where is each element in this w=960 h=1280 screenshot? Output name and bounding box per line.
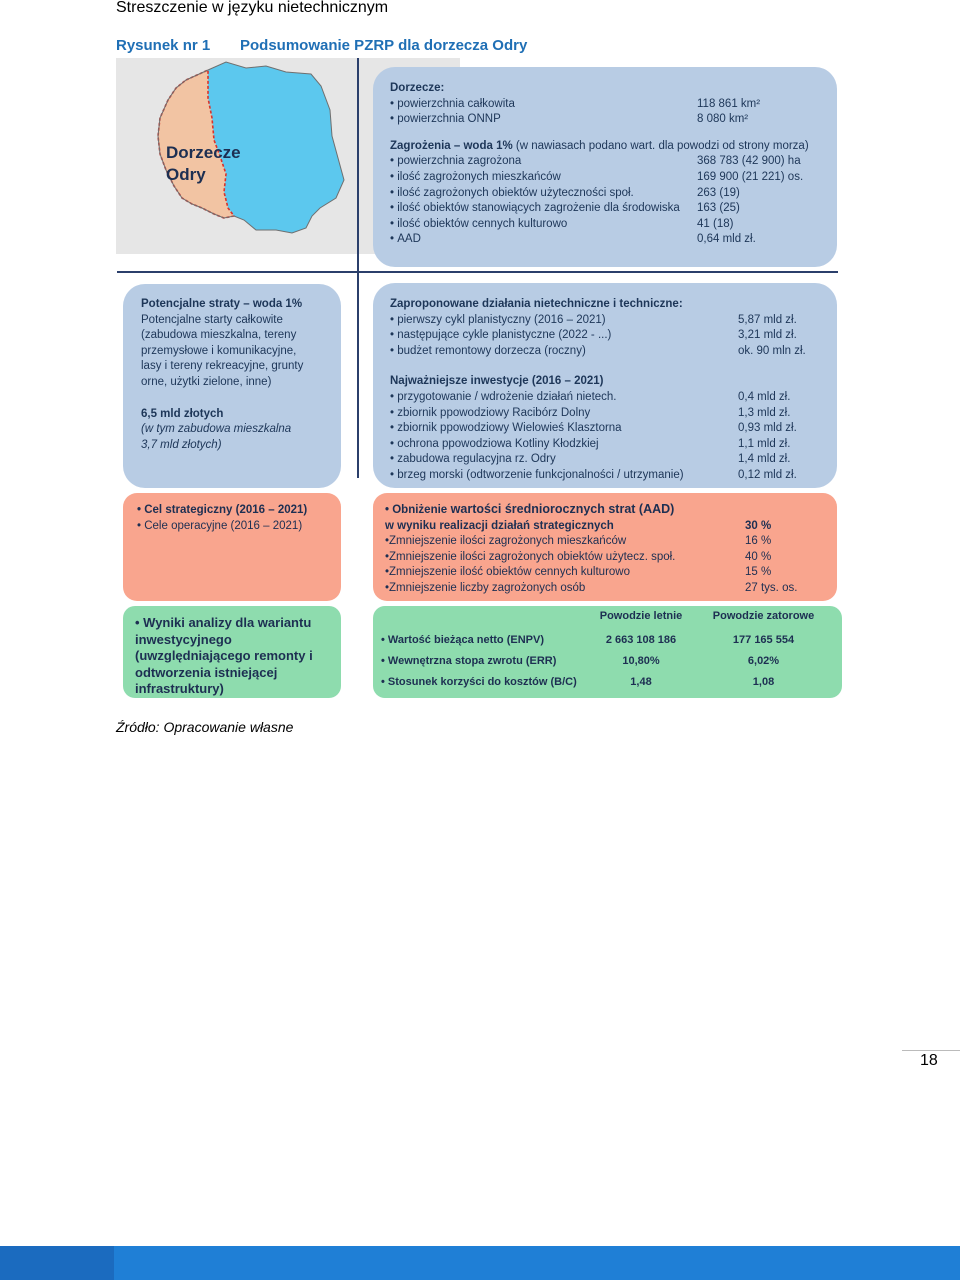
actions-heading: Zaproponowane działania nietechniczne i techniczne:	[390, 298, 683, 310]
page-number-rule	[902, 1050, 960, 1051]
threat-item: • ilość zagrożonych mieszkańców 169 900 (21 221) os.	[390, 170, 821, 186]
analysis-table-header	[381, 610, 834, 634]
reduction-item: •Zmniejszenie liczby zagrożonych osób 27 tys. os.	[385, 581, 798, 594]
investment-item: • brzeg morski (odtworzenie funkcjonalności / utrzymanie) 0,12 mld zł.	[390, 468, 821, 484]
potential-losses-panel	[123, 284, 341, 488]
footer-bar-accent	[0, 1246, 114, 1280]
col-header-summer: Powodzie letnie	[599, 610, 683, 622]
analysis-heading-line: inwestycyjnego	[135, 631, 232, 647]
reduction-item: •Zmniejszenie ilości zagrożonych mieszkańców 16 %	[385, 535, 772, 548]
goals-panel	[123, 493, 341, 601]
col-header-ice: Powodzie zatorowe	[712, 610, 815, 622]
losses-body-line: Potencjalne starty całkowite	[141, 313, 283, 326]
losses-note-line: 3,7 mld złotych)	[141, 438, 222, 451]
reduction-heading: • Obniżenie wartości średniorocznych strat (AAD)	[385, 502, 825, 519]
page-number: 18	[920, 1052, 938, 1069]
investment-item: • ochrona ppowodziowa Kotliny Kłodzkiej 1,1 mld zł.	[390, 437, 821, 453]
basin-heading: Dorzecze:	[390, 82, 445, 94]
figure-source: Źródło: Opracowanie własne	[116, 719, 294, 735]
analysis-heading-line: (uwzględniającego remonty i	[135, 648, 313, 663]
analysis-heading-panel	[123, 606, 341, 698]
losses-body-line: przemysłowe i komunikacyjne,	[141, 344, 297, 357]
operational-goals: • Cele operacyjne (2016 – 2021)	[137, 519, 333, 535]
losses-body-line: (zabudowa mieszkalna, tereny	[141, 329, 297, 342]
investment-item: • zabudowa regulacyjna rz. Odry 1,4 mld zł.	[390, 452, 821, 468]
basin-item: • powierzchnia całkowita 118 861 km²	[390, 97, 821, 113]
losses-body-line: lasy i tereny rekreacyjne, grunty	[141, 360, 304, 373]
threat-item: • ilość obiektów cennych kulturowo 41 (18)	[390, 217, 821, 233]
investment-item: • przygotowanie / wdrożenie działań nietech. 0,4 mld zł.	[390, 390, 821, 406]
analysis-table-row: • Stosunek korzyści do kosztów (B/C) 1,48 1,08	[381, 676, 834, 697]
strategic-goal: • Cel strategiczny (2016 – 2021)	[137, 503, 333, 519]
analysis-heading-line: infrastruktury)	[135, 681, 224, 696]
losses-total: 6,5 mld złotych	[141, 407, 224, 420]
reduction-subheading: w wyniku realizacji działań strategicznych 30 %	[385, 519, 772, 532]
basin-stats-panel	[373, 67, 837, 267]
footer-bar	[0, 1246, 960, 1280]
horizontal-divider	[117, 271, 838, 273]
figure-label: Rysunek nr 1	[116, 37, 211, 54]
analysis-table-row: • Wartość bieżąca netto (ENPV) 2 663 108 186 177 165 554	[381, 634, 834, 655]
reduction-item: •Zmniejszenie ilość obiektów cennych kulturowo 15 %	[385, 566, 772, 579]
investment-item: • zbiornik ppowodziowy Racibórz Dolny 1,3 mld zł.	[390, 406, 821, 422]
threat-item: • ilość obiektów stanowiących zagrożenie dla środowiska 163 (25)	[390, 201, 821, 217]
map-label-line-2: Odry	[166, 165, 206, 184]
vertical-divider	[357, 58, 359, 478]
losses-body-line: orne, użytki zielone, inne)	[141, 375, 272, 388]
figure-title: Podsumowanie PZRP dla dorzecza Odry	[240, 37, 528, 54]
threat-item: • AAD 0,64 mld zł.	[390, 232, 821, 248]
threat-item: • powierzchnia zagrożona 368 783 (42 900) ha	[390, 154, 821, 170]
investments-heading: Najważniejsze inwestycje (2016 – 2021)	[390, 375, 604, 388]
threat-item: • ilość zagrożonych obiektów użyteczności społ. 263 (19)	[390, 186, 821, 202]
analysis-results-panel	[373, 606, 842, 698]
action-item: • następujące cykle planistyczne (2022 - ...) 3,21 mld zł.	[390, 328, 821, 344]
map-label	[166, 142, 241, 186]
basin-item: • powierzchnia ONNP 8 080 km²	[390, 112, 821, 128]
map-label-line-1: Dorzecze	[166, 143, 241, 162]
action-item: • pierwszy cykl planistyczny (2016 – 2021) 5,87 mld zł.	[390, 313, 821, 329]
actions-panel	[373, 283, 837, 488]
investment-item: • zbiornik ppowodziowy Wielowieś Klasztorna 0,93 mld zł.	[390, 421, 821, 437]
losses-heading: Potencjalne straty – woda 1%	[141, 298, 303, 310]
page-header-title: Streszczenie w języku nietechnicznym	[116, 0, 389, 16]
action-item: • budżet remontowy dorzecza (roczny) ok. 90 mln zł.	[390, 344, 821, 360]
analysis-heading-line: odtworzenia istniejącej	[135, 664, 278, 680]
reduction-item: •Zmniejszenie ilości zagrożonych obiektów użytecz. społ. 40 %	[385, 550, 772, 563]
aad-reduction-panel	[373, 493, 837, 601]
threat-heading: Zagrożenia – woda 1% (w nawiasach podano wart. dla powodzi od strony morza)	[390, 139, 809, 152]
analysis-table-row: • Wewnętrzna stopa zwrotu (ERR) 10,80% 6,02%	[381, 655, 834, 676]
losses-note-line: (w tym zabudowa mieszkalna	[141, 423, 292, 436]
analysis-heading-line: • Wyniki analizy dla wariantu	[135, 615, 333, 632]
